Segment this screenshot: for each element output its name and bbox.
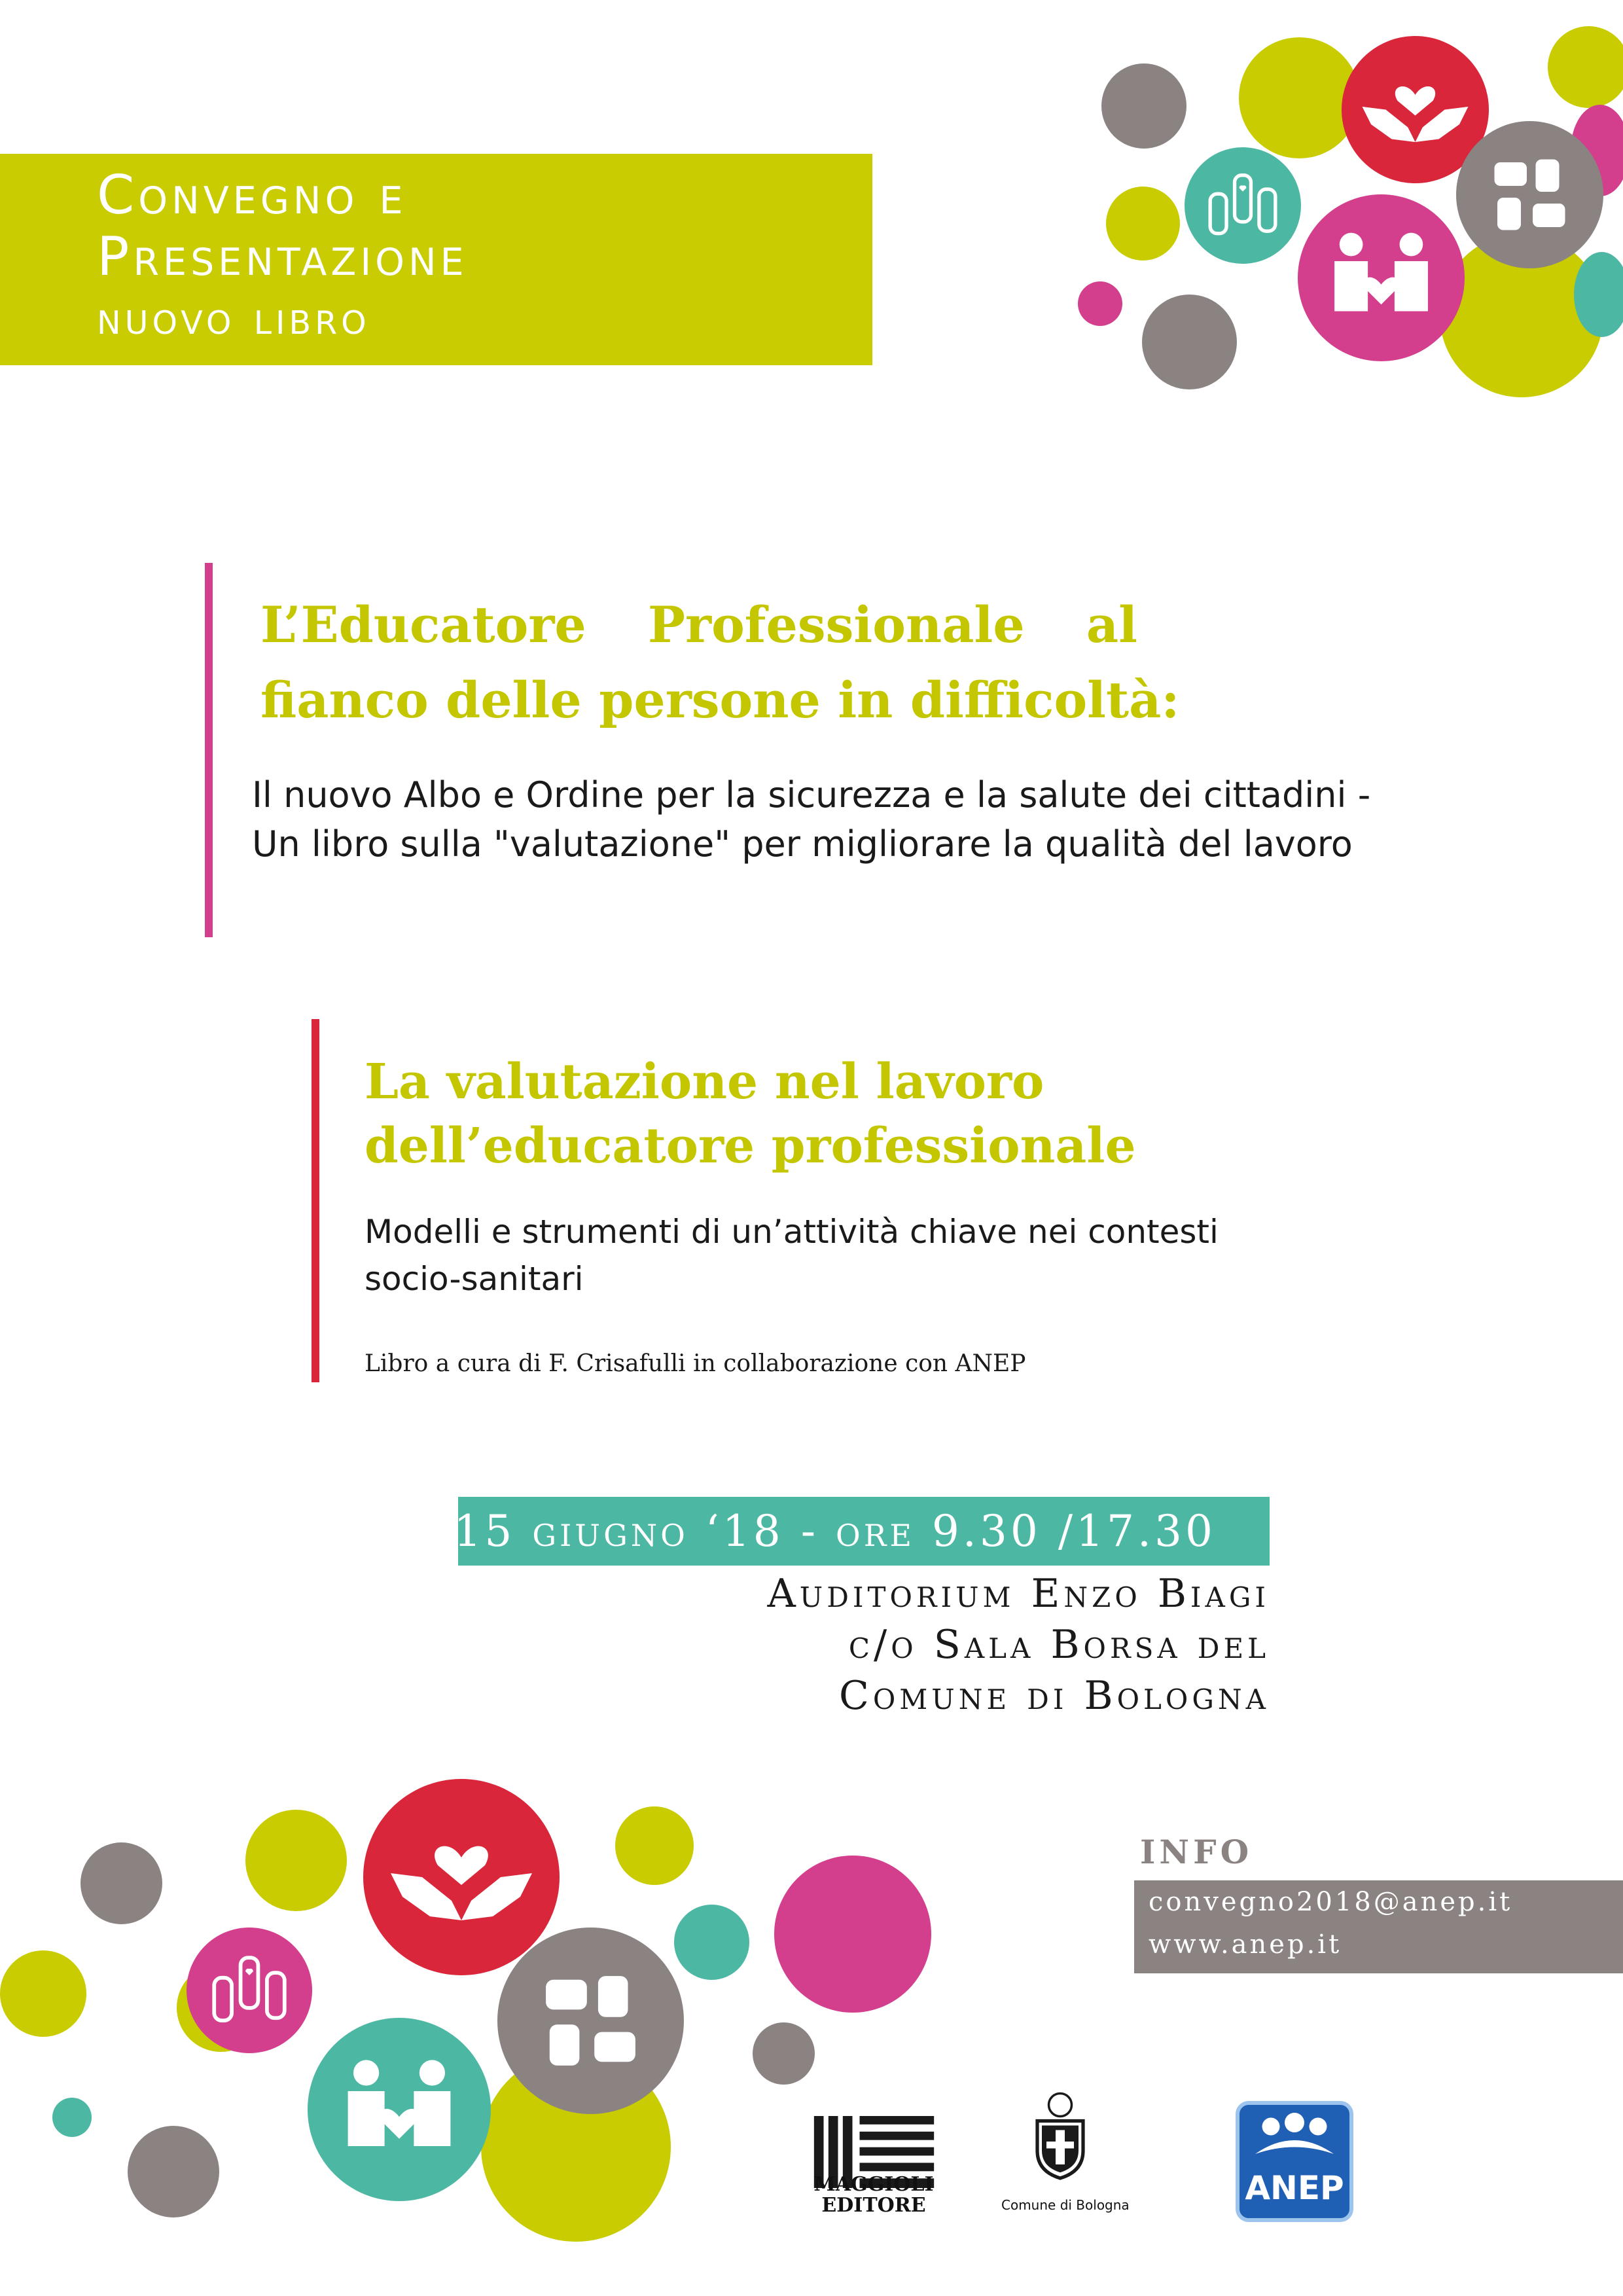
decor-circle (52, 2098, 92, 2137)
decor-circle (674, 1905, 749, 1980)
raised-hands-icon (187, 1928, 312, 2053)
date-banner (454, 1497, 1270, 1566)
header-line-3: nuovo libro (97, 291, 370, 345)
venue-line-2: c/o Sala Borsa del (848, 1622, 1270, 1668)
section2-accent-bar (312, 1019, 319, 1382)
raised-hands-icon (1185, 147, 1301, 264)
decor-circle (0, 1950, 86, 2037)
decor-circle (1101, 63, 1186, 149)
venue-line-3: Comune di Bologna (838, 1673, 1270, 1719)
section1-accent-bar (205, 563, 213, 937)
section1-subtitle-line-2: Un libro sulla "valutazione" per migliorare la qualità del lavoro (252, 823, 1353, 865)
header-line-2: Presentazione (97, 226, 468, 288)
anep-logo-text: ANEP (1245, 2169, 1344, 2207)
decor-circle (1142, 295, 1237, 389)
decor-circle (753, 2022, 815, 2085)
decor-circle (1106, 187, 1180, 260)
decor-circle (615, 1806, 694, 1885)
header-line-1: Convegno e (97, 164, 407, 226)
book-credit: Libro a cura di F. Crisafulli in collaborazione con ANEP (365, 1350, 1026, 1377)
family-icon (1298, 194, 1465, 361)
joined-hands-icon (497, 1928, 684, 2114)
decor-circle (128, 2126, 219, 2217)
info-website-link[interactable]: www.anep.it (1149, 1929, 1342, 1960)
family-icon (308, 2018, 491, 2201)
decor-circle (245, 1810, 347, 1911)
section2-title-line-2: dell’educatore professionale (365, 1118, 1136, 1174)
section1-title-line-2: fianco delle persone in difficoltà: (260, 671, 1180, 729)
decor-circle (80, 1842, 162, 1924)
section1-title-line-1: L’Educatore Professionale al (260, 596, 1137, 654)
venue-line-1: Auditorium Enzo Biagi (767, 1571, 1270, 1617)
section2-subtitle-line-2: socio-sanitari (365, 1260, 584, 1298)
info-label: INFO (1140, 1833, 1253, 1871)
bologna-crest-logo (1024, 2091, 1096, 2183)
decor-circle (1078, 281, 1122, 326)
decor-circle (774, 1856, 931, 2013)
anep-logo (1236, 2101, 1353, 2222)
info-email-link[interactable]: convegno2018@anep.it (1149, 1887, 1513, 1917)
section2-subtitle-line-1: Modelli e strumenti di un’attività chiave nei contesti (365, 1213, 1219, 1251)
decor-circle (1548, 26, 1623, 108)
joined-hands-icon (1456, 121, 1603, 268)
bologna-logo-text: Comune di Bologna (1001, 2197, 1130, 2213)
header-banner (0, 154, 872, 365)
section2-title-line-1: La valutazione nel lavoro (365, 1054, 1044, 1110)
info-box (1134, 1880, 1623, 1973)
maggioli-logo-text: MAGGIOLI EDITORE (813, 2173, 934, 2217)
event-date: 15 giugno ‘18 - ore 9.30 /17.30 (454, 1506, 1216, 1556)
section1-subtitle-line-1: Il nuovo Albo e Ordine per la sicurezza e la salute dei cittadini - (252, 774, 1371, 816)
